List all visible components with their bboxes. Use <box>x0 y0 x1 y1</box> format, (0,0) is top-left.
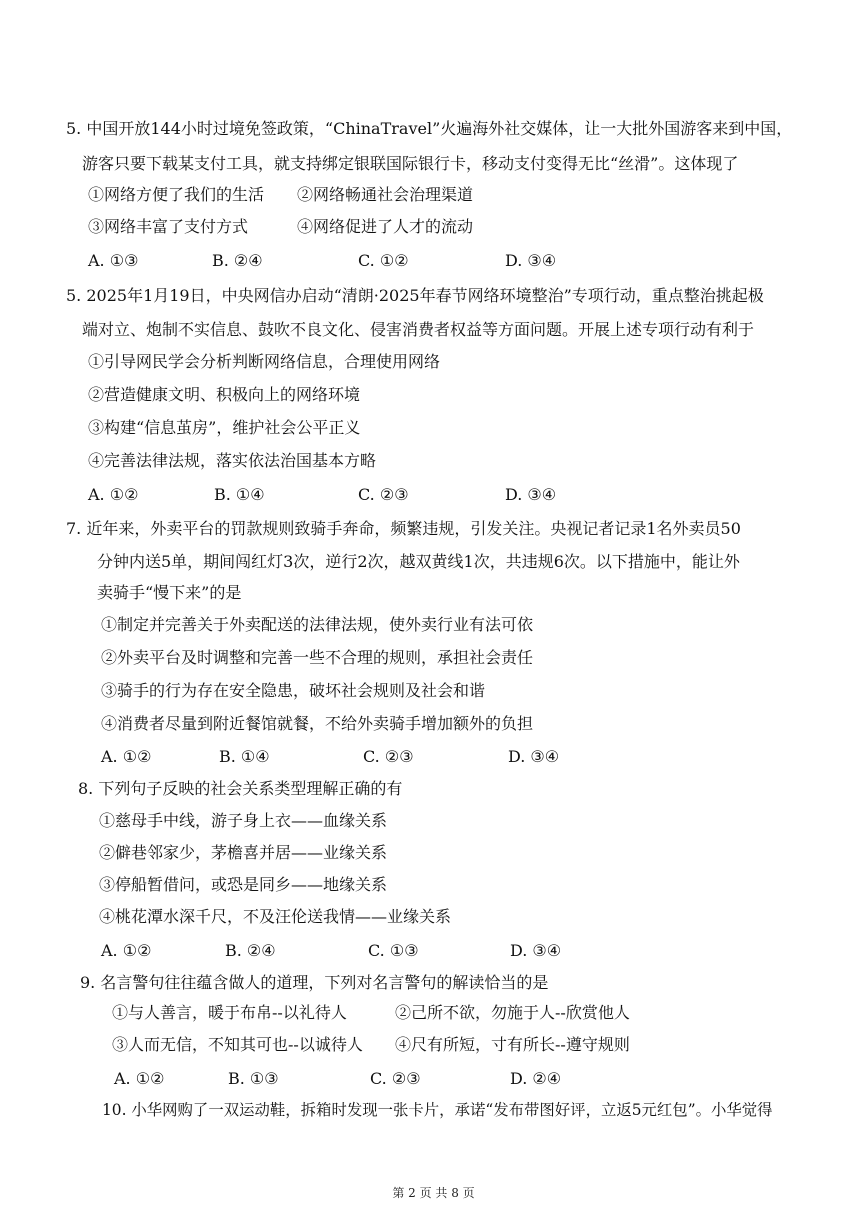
question-9-choice-b: B. ①③ <box>228 1069 279 1088</box>
question-8-item-4: ④桃花潭水深千尺，不及汪伦送我情——业缘关系 <box>99 907 452 926</box>
question-5a-stem-line-1: 5. 中国开放144小时过境免签政策，“ChinaTravel”火遍海外社交媒体，让一大批外国游客来到中国， <box>66 119 793 138</box>
question-9-item-2: ②己所不欲，勿施于人--欣赏他人 <box>395 1003 630 1022</box>
question-9-item-4: ④尺有所短，寸有所长--遵守规则 <box>395 1035 630 1054</box>
question-7-choice-d: D. ③④ <box>508 747 560 766</box>
question-8-choice-c: C. ①③ <box>368 941 419 960</box>
question-7-choice-c: C. ②③ <box>363 747 414 766</box>
question-8-item-2: ②僻巷邻家少，茅檐喜并居——业缘关系 <box>99 843 388 862</box>
question-7-choice-b: B. ①④ <box>219 747 270 766</box>
question-5b-item-3: ③构建“信息茧房”，维护社会公平正义 <box>88 418 361 437</box>
question-8-stem: 8. 下列句子反映的社会关系类型理解正确的有 <box>78 779 403 798</box>
question-7-item-3: ③骑手的行为存在安全隐患，破坏社会规则及社会和谐 <box>101 681 486 700</box>
question-5b-choice-b: B. ①④ <box>214 485 265 504</box>
question-8-choice-a: A. ①② <box>101 941 152 960</box>
question-7-stem-line-3: 卖骑手“慢下来”的是 <box>97 583 242 602</box>
question-10-stem: 10. 小华网购了一双运动鞋，拆箱时发现一张卡片，承诺“发布带图好评，立返5元红包”。小华觉得 <box>102 1101 773 1119</box>
question-5b-choice-c: C. ②③ <box>358 485 409 504</box>
question-8-item-1: ①慈母手中线，游子身上衣——血缘关系 <box>99 811 388 830</box>
question-5b-item-1: ①引导网民学会分析判断网络信息，合理使用网络 <box>88 352 441 371</box>
question-7-stem-line-2: 分钟内送5单，期间闯红灯3次，逆行2次，越双黄线1次，共违规6次。以下措施中，能让外 <box>97 552 740 571</box>
question-9-item-3: ③人而无信，不知其可也--以诚待人 <box>112 1035 363 1054</box>
question-5b-stem-line-2: 端对立、炮制不实信息、鼓吹不良文化、侵害消费者权益等方面问题。开展上述专项行动有利于 <box>82 320 755 339</box>
question-7-item-2: ②外卖平台及时调整和完善一些不合理的规则，承担社会责任 <box>101 648 534 667</box>
question-5a-stem-line-2: 游客只要下载某支付工具，就支持绑定银联国际银行卡，移动支付变得无比“丝滑”。这体现了 <box>82 154 739 173</box>
question-5b-choice-a: A. ①② <box>88 485 139 504</box>
question-7-item-1: ①制定并完善关于外卖配送的法律法规，使外卖行业有法可依 <box>101 615 534 634</box>
question-9-choice-a: A. ①② <box>114 1069 165 1088</box>
question-5a-choice-a: A. ①③ <box>88 251 139 270</box>
question-9-stem: 9. 名言警句往往蕴含做人的道理，下列对名言警句的解读恰当的是 <box>80 973 549 992</box>
question-5a-item-1: ①网络方便了我们的生活 <box>88 185 265 204</box>
question-8-choice-d: D. ③④ <box>510 941 562 960</box>
question-8-item-3: ③停船暂借问，或恐是同乡——地缘关系 <box>99 875 388 894</box>
question-7-choice-a: A. ①② <box>101 747 152 766</box>
question-8-choice-b: B. ②④ <box>225 941 276 960</box>
page-footer: 第 2 页 共 8 页 <box>392 1186 475 1200</box>
question-5b-choice-d: D. ③④ <box>505 485 557 504</box>
question-5b-item-2: ②营造健康文明、积极向上的网络环境 <box>88 385 361 404</box>
question-5a-choice-d: D. ③④ <box>505 251 557 270</box>
question-5a-choice-b: B. ②④ <box>212 251 263 270</box>
question-5b-item-4: ④完善法律法规，落实依法治国基本方略 <box>88 451 377 470</box>
question-5a-item-3: ③网络丰富了支付方式 <box>88 217 249 236</box>
question-9-choice-d: D. ②④ <box>510 1069 562 1088</box>
question-5a-item-2: ②网络畅通社会治理渠道 <box>297 185 474 204</box>
question-9-item-1: ①与人善言，暖于布帛--以礼待人 <box>112 1003 347 1022</box>
question-9-choice-c: C. ②③ <box>370 1069 421 1088</box>
question-7-stem-line-1: 7. 近年来，外卖平台的罚款规则致骑手奔命，频繁违规，引发关注。央视记者记录1名外卖员50 <box>66 519 741 538</box>
question-5a-choice-c: C. ①② <box>358 251 409 270</box>
question-5b-stem-line-1: 5. 2025年1月19日，中央网信办启动“清朗·2025年春节网络环境整治”专项行动，重点整治挑起极 <box>66 286 764 305</box>
question-5a-item-4: ④网络促进了人才的流动 <box>297 217 474 236</box>
question-7-item-4: ④消费者尽量到附近餐馆就餐，不给外卖骑手增加额外的负担 <box>101 714 534 733</box>
